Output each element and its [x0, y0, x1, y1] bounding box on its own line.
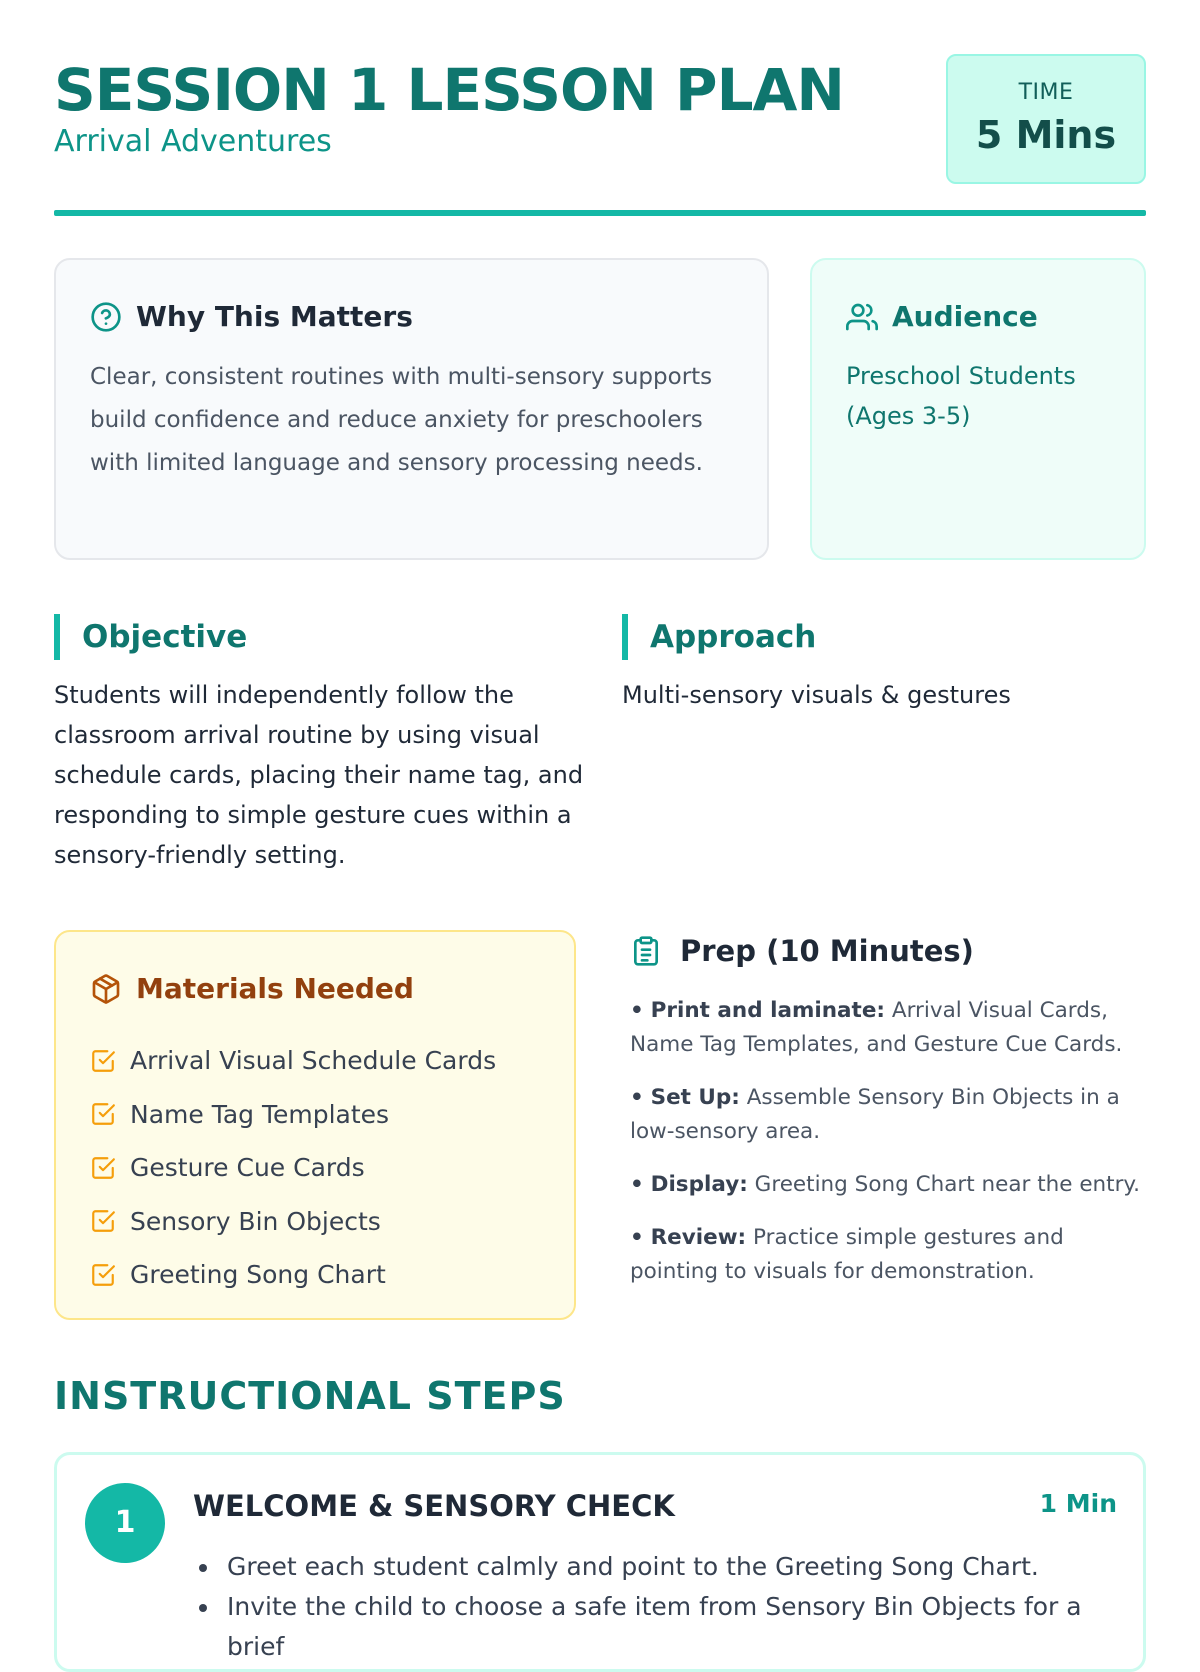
- prep-list: [630, 994, 1150, 1308]
- objective-accent-bar: [54, 614, 60, 660]
- materials-item-label: Sensory Bin Objects: [130, 1206, 381, 1236]
- materials-item-label: Name Tag Templates: [130, 1099, 390, 1129]
- prep-section: [630, 930, 1150, 1310]
- materials-card: [54, 930, 576, 1320]
- clipboard-icon: [630, 935, 662, 967]
- step-title: WELCOME & SENSORY CHECK: [193, 1489, 675, 1523]
- materials-item: [90, 1248, 496, 1302]
- prep-item-text: Assemble Sensory Bin Objects in a low-sensory area.: [630, 1085, 1120, 1144]
- materials-heading-row: [90, 972, 414, 1005]
- step-number-badge: 1: [85, 1483, 165, 1563]
- prep-item-key: Print and laminate:: [650, 998, 886, 1023]
- prep-heading: Prep (10 Minutes): [680, 934, 974, 968]
- why-heading-row: [90, 300, 413, 333]
- steps-heading: INSTRUCTIONAL STEPS: [54, 1374, 566, 1418]
- time-value: 5 Mins: [975, 113, 1117, 157]
- materials-item-label: Greeting Song Chart: [130, 1260, 386, 1290]
- step-bullet: Invite the child to choose a safe item from Sensory Bin Objects for a brief: [193, 1587, 1123, 1667]
- prep-bullet: •: [630, 1085, 644, 1110]
- step-duration: 1 Min: [1039, 1489, 1117, 1518]
- package-icon: [90, 973, 122, 1005]
- materials-item: [90, 1088, 496, 1142]
- materials-item: [90, 1034, 496, 1088]
- objective-heading-row: [54, 614, 247, 660]
- approach-text: Multi-sensory visuals & gestures: [622, 681, 1011, 709]
- checkbox-checked-icon: [90, 1101, 116, 1127]
- prep-item: [630, 1221, 1150, 1289]
- approach-accent-bar: [622, 614, 628, 660]
- approach-heading: Approach: [650, 619, 817, 655]
- step-card: [54, 1452, 1146, 1672]
- audience-heading: Audience: [892, 300, 1038, 333]
- prep-item-text: Greeting Song Chart near the entry.: [754, 1172, 1140, 1197]
- prep-item-key: Review:: [650, 1225, 747, 1250]
- step-bullet: Greet each student calmly and point to the Greeting Song Chart.: [193, 1547, 1123, 1587]
- prep-bullet: •: [630, 1172, 644, 1197]
- prep-heading-row: [630, 934, 974, 968]
- materials-item-label: Arrival Visual Schedule Cards: [130, 1046, 497, 1076]
- audience-line-1: Preschool Students: [846, 362, 1076, 390]
- materials-item: [90, 1141, 496, 1195]
- objective-text: Students will independently follow the classroom arrival routine by using visual schedule cards, placing their name tag, and responding to simple gesture cues within a sensory-friendly setting.: [54, 681, 584, 869]
- checkbox-checked-icon: [90, 1208, 116, 1234]
- help-circle-icon: [90, 301, 122, 333]
- prep-item-key: Set Up:: [650, 1085, 740, 1110]
- materials-item: [90, 1195, 496, 1249]
- why-heading: Why This Matters: [136, 300, 413, 333]
- step-bullet-list: [193, 1547, 1123, 1667]
- materials-item-label: Gesture Cue Cards: [130, 1153, 365, 1183]
- time-label: TIME: [1018, 80, 1074, 105]
- prep-bullet: •: [630, 1225, 644, 1250]
- prep-item: [630, 1081, 1150, 1149]
- materials-list: [90, 1034, 496, 1302]
- checkbox-checked-icon: [90, 1262, 116, 1288]
- prep-item-key: Display:: [650, 1172, 748, 1197]
- objective-heading: Objective: [82, 619, 248, 655]
- prep-item-text: Practice simple gestures and pointing to visuals for demonstration.: [630, 1225, 1064, 1284]
- audience-heading-row: [846, 300, 1038, 333]
- prep-item: [630, 994, 1150, 1062]
- audience-text: [846, 356, 1126, 436]
- why-text: Clear, consistent routines with multi-sensory supports build confidence and reduce anxiety for preschoolers with limited language and sensory processing needs.: [90, 364, 713, 476]
- audience-card: [810, 258, 1146, 560]
- prep-item: [630, 1168, 1150, 1202]
- approach-heading-row: [622, 614, 816, 660]
- time-badge: [946, 54, 1146, 184]
- prep-item-text: Arrival Visual Cards, Name Tag Templates, and Gesture Cue Cards.: [630, 998, 1123, 1057]
- users-icon: [846, 301, 878, 333]
- header-divider: [54, 210, 1146, 216]
- page-subtitle: Arrival Adventures: [54, 124, 332, 159]
- materials-heading: Materials Needed: [136, 972, 414, 1005]
- why-card: [54, 258, 769, 560]
- audience-line-2: (Ages 3-5): [846, 402, 971, 430]
- prep-bullet: •: [630, 998, 644, 1023]
- checkbox-checked-icon: [90, 1155, 116, 1181]
- checkbox-checked-icon: [90, 1048, 116, 1074]
- page-title: SESSION 1 LESSON PLAN: [54, 56, 844, 124]
- page-header: [54, 52, 1146, 217]
